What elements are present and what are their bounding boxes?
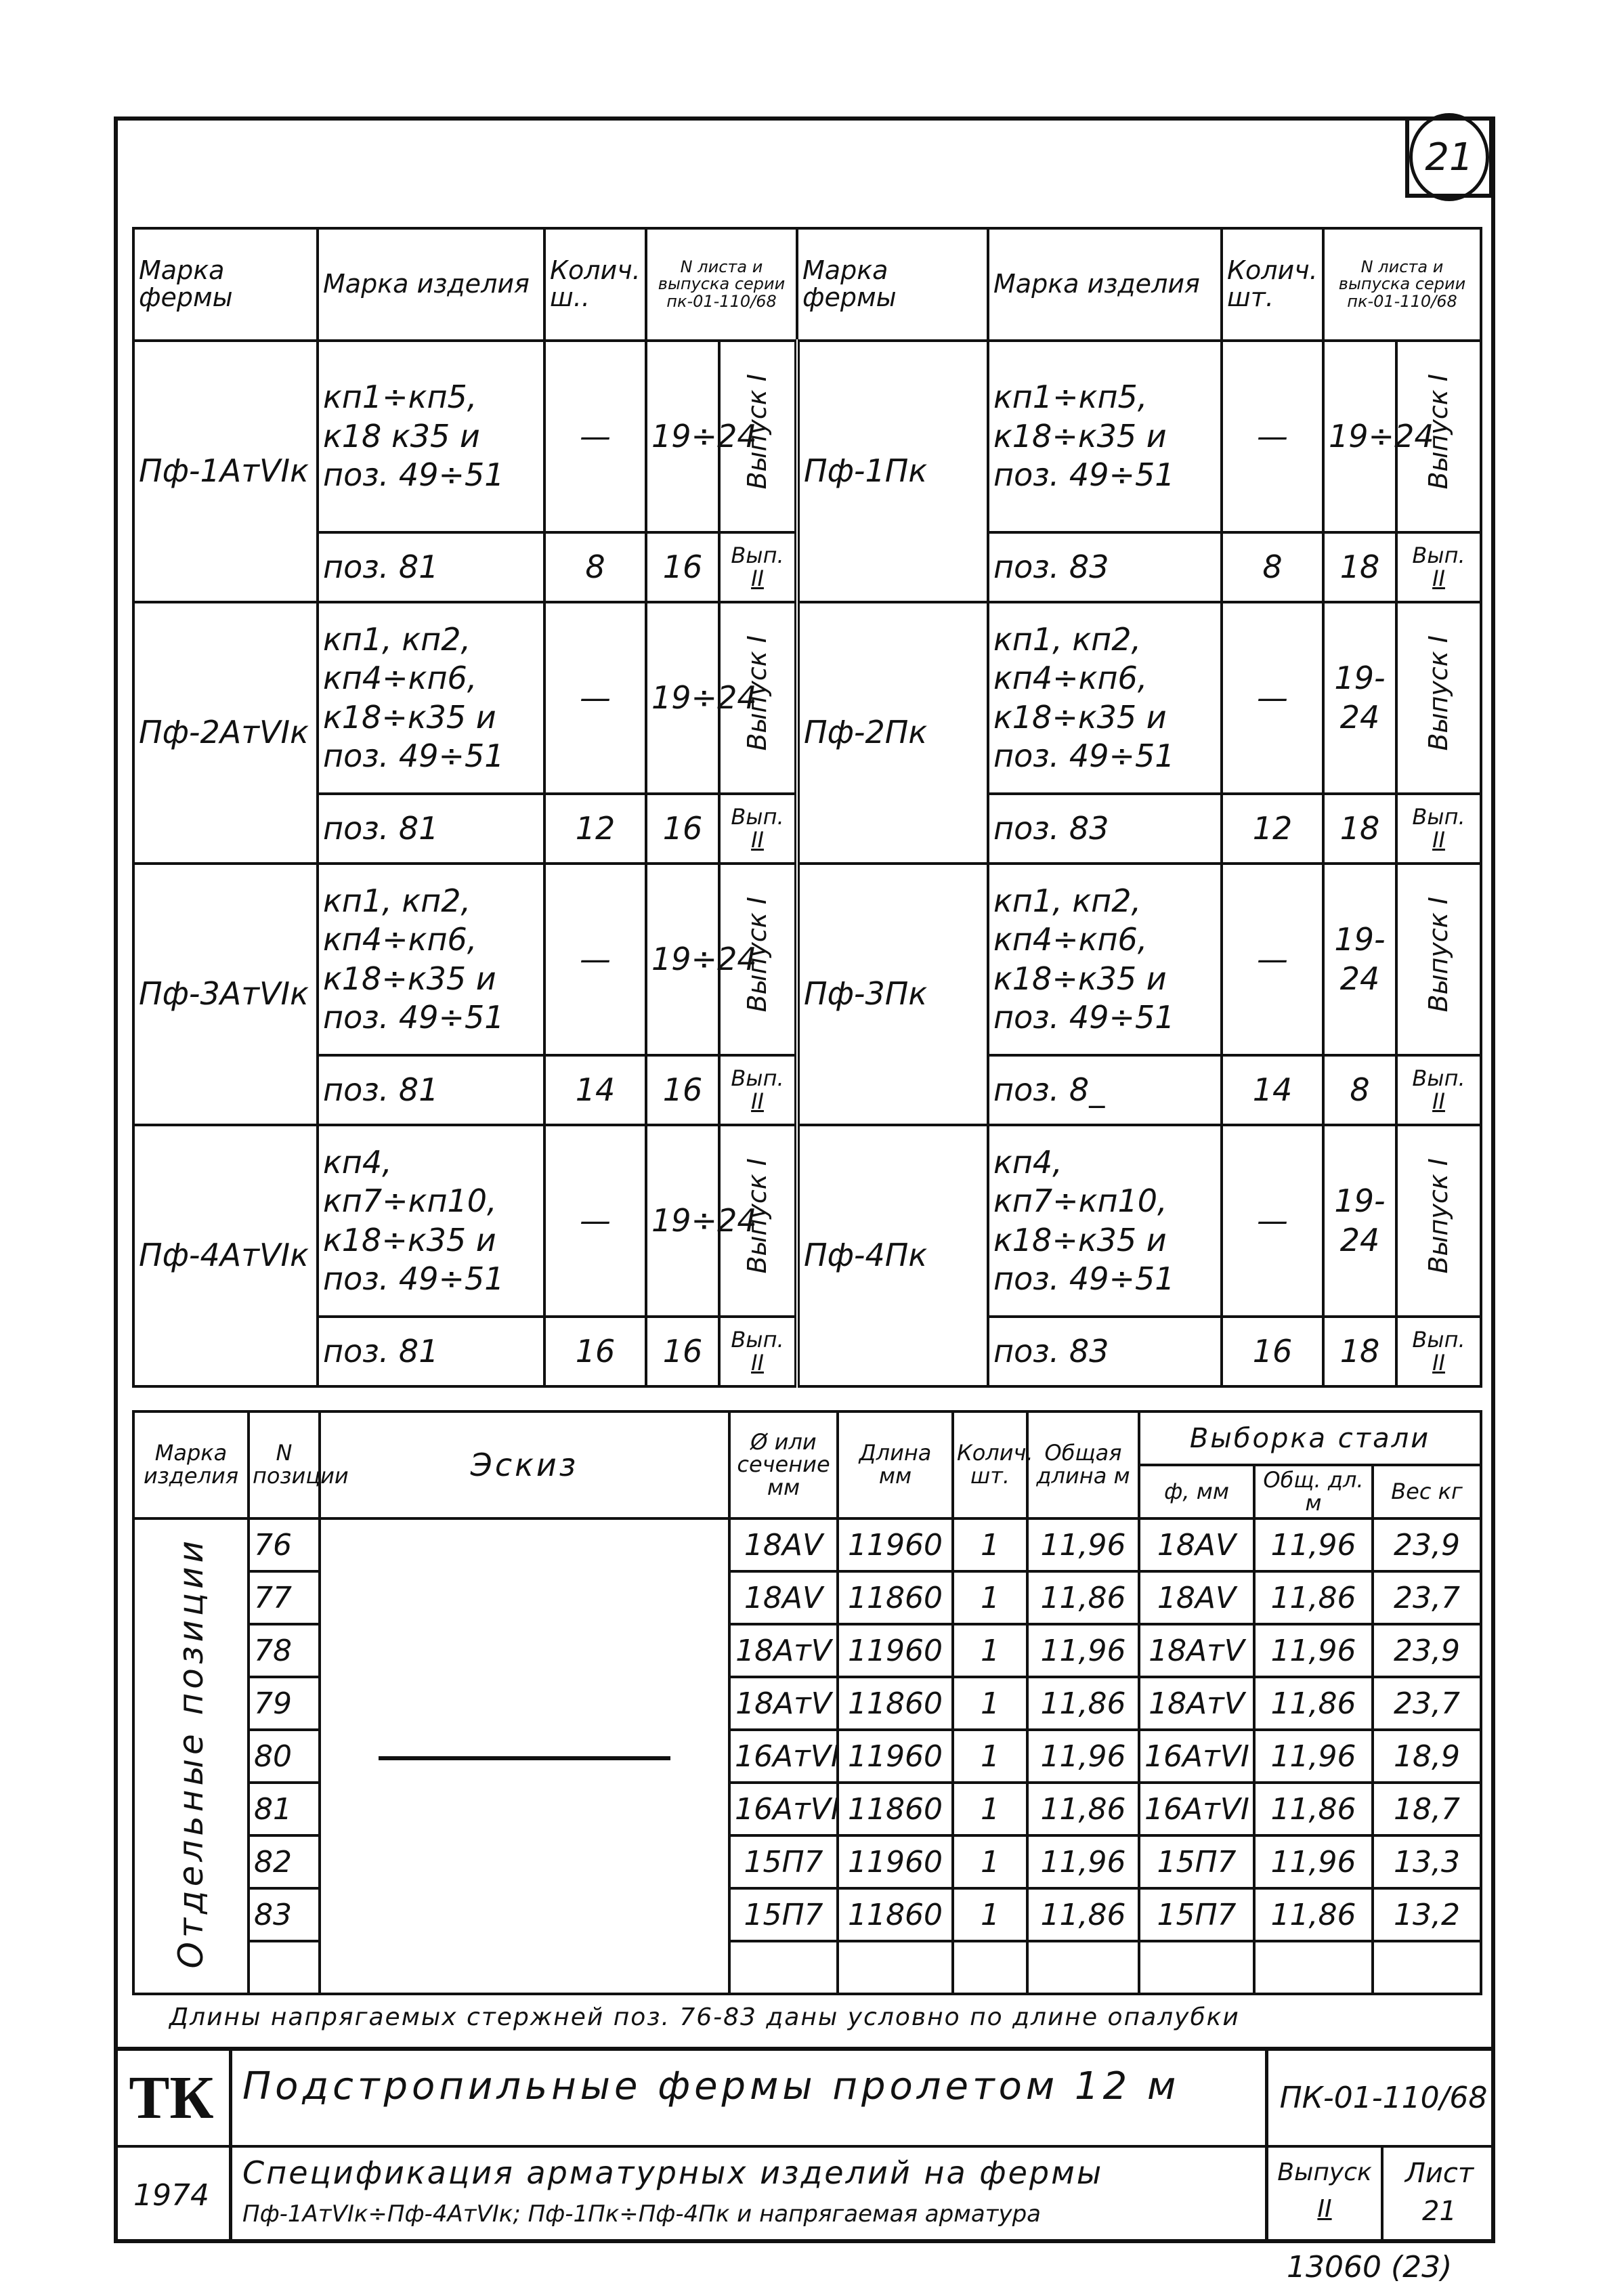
header-weight: Вес кг (1373, 1465, 1481, 1518)
side-label: Отдельные позиции (171, 1536, 211, 1969)
section: 18АV (729, 1571, 838, 1624)
quantity: — (544, 864, 646, 1055)
weight: 13,2 (1373, 1888, 1481, 1941)
issue-short: Вып. (731, 803, 784, 830)
position-ref: поз. 81 (318, 1055, 544, 1125)
issue-number: II (751, 1349, 764, 1376)
empty-cell (838, 1941, 953, 1994)
section: 18АV (729, 1518, 838, 1571)
diameter: 18АV (1139, 1518, 1254, 1571)
total-len-m: 11,86 (1254, 1783, 1373, 1835)
truss-mark: Пф-3Пк (797, 864, 988, 1125)
position-number: 82 (249, 1835, 320, 1888)
sheet-range: 19÷24 (646, 602, 719, 794)
quantity: 12 (544, 794, 646, 864)
item-list: кп1, кп2, кп4÷кп6, к18÷к35 и поз. 49÷51 (988, 864, 1222, 1055)
truss-mark: Пф-1Пк (797, 341, 988, 602)
issue-number: II (1432, 565, 1445, 591)
diameter: 16АтVI (1139, 1783, 1254, 1835)
issue-cell (1396, 1055, 1481, 1125)
empty-cell (1027, 1941, 1139, 1994)
weight: 23,7 (1373, 1677, 1481, 1730)
header-row (133, 228, 1481, 341)
total-len-m: 11,96 (1254, 1518, 1373, 1571)
truss-spec-table (132, 227, 1482, 1388)
header-item-mark: Марка изделия (318, 228, 544, 341)
total-length: 11,96 (1027, 1730, 1139, 1783)
issue-cell (719, 532, 797, 602)
quantity: 16 (1222, 1317, 1323, 1386)
header-truss-mark-right: Марка фермы (797, 228, 988, 341)
total-len-m: 11,86 (1254, 1888, 1373, 1941)
issue-number: II (751, 1088, 764, 1114)
item-list: кп1÷кп5, к18 к35 и поз. 49÷51 (318, 341, 544, 532)
header-item-mark-right: Марка изделия (988, 228, 1222, 341)
length: 11860 (838, 1677, 953, 1730)
total-len-m: 11,96 (1254, 1835, 1373, 1888)
weight: 23,7 (1373, 1571, 1481, 1624)
item-list: кп1, кп2, кп4÷кп6, к18÷к35 и поз. 49÷51 (318, 602, 544, 794)
archive-stamp: 13060 (23) (1287, 2250, 1453, 2284)
quantity: 16 (544, 1317, 646, 1386)
item-list: кп1, кп2, кп4÷кп6, к18÷к35 и поз. 49÷51 (318, 864, 544, 1055)
qty: 1 (953, 1888, 1027, 1941)
quantity: — (1222, 341, 1323, 532)
diameter: 16АтVI (1139, 1730, 1254, 1783)
diameter: 15П7 (1139, 1835, 1254, 1888)
header-quantity: Колич. ш.. (544, 228, 646, 341)
section: 16АтVI (729, 1730, 838, 1783)
qty: 1 (953, 1730, 1027, 1783)
issue-cell (1396, 1317, 1481, 1386)
issue-cell (1396, 602, 1481, 794)
year: 1974 (114, 2148, 232, 2243)
diameter: 18АтV (1139, 1677, 1254, 1730)
position-ref: поз. 83 (988, 1317, 1222, 1386)
sheet-label: Лист (1404, 2158, 1474, 2189)
header-sheet-issue: N листа и выпуска серии пк-01-110/68 (646, 228, 797, 341)
position-ref: поз. 8_ (988, 1055, 1222, 1125)
length: 11860 (838, 1888, 953, 1941)
empty-cell (729, 1941, 838, 1994)
header-item-mark: Марка изделия (133, 1411, 249, 1518)
diameter: 15П7 (1139, 1888, 1254, 1941)
sheet-value: 21 (1422, 2196, 1457, 2227)
issue-label: Выпуск I (1423, 1158, 1453, 1275)
position-ref: поз. 81 (318, 794, 544, 864)
issue-number: II (1432, 1088, 1445, 1114)
position-ref: поз. 81 (318, 1317, 544, 1386)
sheet-range: 19-24 (1323, 602, 1396, 794)
length: 11960 (838, 1624, 953, 1677)
qty: 1 (953, 1518, 1027, 1571)
total-len-m: 11,86 (1254, 1677, 1373, 1730)
diameter: 18АV (1139, 1571, 1254, 1624)
table-row (133, 1518, 1481, 1571)
table-row (133, 864, 1481, 1055)
issue-label: Выпуск I (1423, 897, 1453, 1013)
header-row (133, 1411, 1481, 1465)
header-qty: Колич. шт. (953, 1411, 1027, 1518)
quantity: 8 (1222, 532, 1323, 602)
issue-number: II (751, 826, 764, 853)
issue-cell (719, 1317, 797, 1386)
weight: 18,7 (1373, 1783, 1481, 1835)
item-list: кп4, кп7÷кп10, к18÷к35 и поз. 49÷51 (318, 1125, 544, 1317)
item-list: кп1÷кп5, к18÷к35 и поз. 49÷51 (988, 341, 1222, 532)
issue-short: Вып. (1412, 1326, 1465, 1353)
position-number: 78 (249, 1624, 320, 1677)
total-length: 11,96 (1027, 1518, 1139, 1571)
spec-title-line2: Пф-1АтVIк÷Пф-4АтVIк; Пф-1Пк÷Пф-4Пк и напрягаемая арматура (242, 2201, 1042, 2228)
length: 11960 (838, 1730, 953, 1783)
position-ref: поз. 83 (988, 532, 1222, 602)
sheet-number-cell: 18 (1323, 794, 1396, 864)
header-section: Ø или сечение мм (729, 1411, 838, 1518)
header-length: Длина мм (838, 1411, 953, 1518)
total-length: 11,96 (1027, 1624, 1139, 1677)
section: 18АтV (729, 1677, 838, 1730)
qty: 1 (953, 1624, 1027, 1677)
issue-cell (1396, 864, 1481, 1055)
sheet-box (1383, 2148, 1495, 2243)
header-position-no: N позиции (249, 1411, 320, 1518)
issue-label: Выпуск I (742, 374, 772, 490)
qty: 1 (953, 1677, 1027, 1730)
issue-cell (719, 1055, 797, 1125)
spec-title-line1: Спецификация арматурных изделий на фермы (242, 2154, 1104, 2191)
header-total-length: Общая длина м (1027, 1411, 1139, 1518)
sheet-range: 19÷24 (1323, 341, 1396, 532)
length: 11860 (838, 1571, 953, 1624)
quantity: — (544, 341, 646, 532)
sheet-range: 19÷24 (646, 864, 719, 1055)
issue-short: Вып. (1412, 1065, 1465, 1091)
sheet-number-cell: 18 (1323, 532, 1396, 602)
tk-logo: ТК (114, 2051, 232, 2145)
issue-number: II (751, 565, 764, 591)
header-quantity-right: Колич. шт. (1222, 228, 1323, 341)
bar-sketch-line (379, 1756, 670, 1760)
position-number: 79 (249, 1677, 320, 1730)
issue-short: Вып. (1412, 803, 1465, 830)
sheet-range: 19÷24 (646, 1125, 719, 1317)
item-list: кп1, кп2, кп4÷кп6, к18÷к35 и поз. 49÷51 (988, 602, 1222, 794)
section: 15П7 (729, 1835, 838, 1888)
total-length: 11,86 (1027, 1677, 1139, 1730)
sheet-number-cell: 18 (1323, 1317, 1396, 1386)
issue-cell (1396, 794, 1481, 864)
total-length: 11,86 (1027, 1888, 1139, 1941)
issue-label: Выпуск I (1423, 374, 1453, 490)
sheet-range: 19-24 (1323, 1125, 1396, 1317)
sheet-number-cell: 16 (646, 794, 719, 864)
sheet-number-box (1405, 116, 1493, 198)
sheet-number-cell: 16 (646, 532, 719, 602)
section: 16АтVI (729, 1783, 838, 1835)
position-number: 81 (249, 1783, 320, 1835)
issue-cell (719, 794, 797, 864)
header-sheet-issue-right: N листа и выпуска серии пк-01-110/68 (1323, 228, 1481, 341)
series-code: ПК-01-110/68 (1265, 2051, 1499, 2145)
quantity: 14 (1222, 1055, 1323, 1125)
quantity: — (544, 1125, 646, 1317)
qty: 1 (953, 1835, 1027, 1888)
length: 11860 (838, 1783, 953, 1835)
quantity: — (1222, 602, 1323, 794)
issue-short: Вып. (1412, 542, 1465, 568)
quantity: 12 (1222, 794, 1323, 864)
truss-mark: Пф-2АтVIк (133, 602, 318, 864)
empty-cell (249, 1941, 320, 1994)
header-diameter: ф, мм (1139, 1465, 1254, 1518)
section: 18АтV (729, 1624, 838, 1677)
empty-cell (953, 1941, 1027, 1994)
issue-short: Вып. (731, 1065, 784, 1091)
quantity: — (544, 602, 646, 794)
header-steel-selection: Выборка стали (1139, 1411, 1481, 1465)
issue-number: II (1432, 1349, 1445, 1376)
truss-mark: Пф-3АтVIк (133, 864, 318, 1125)
sheet-range: 19÷24 (646, 341, 719, 532)
issue-box (1265, 2148, 1383, 2243)
weight: 23,9 (1373, 1518, 1481, 1571)
total-length: 11,86 (1027, 1571, 1139, 1624)
issue-label: Выпуск I (1423, 635, 1453, 752)
issue-cell (1396, 532, 1481, 602)
position-number: 83 (249, 1888, 320, 1941)
title-row (114, 2047, 1495, 2145)
weight: 13,3 (1373, 1835, 1481, 1888)
position-ref: поз. 81 (318, 532, 544, 602)
issue-label: Выпуск (1277, 2159, 1372, 2186)
issue-short: Вып. (731, 1326, 784, 1353)
footnote: Длины напрягаемых стержней поз. 76-83 даны условно по длине опалубки (169, 2003, 1240, 2031)
header-total-len-m: Общ. дл. м (1254, 1465, 1373, 1518)
issue-label: Выпуск I (742, 1158, 772, 1275)
issue-value: II (1317, 2195, 1332, 2223)
table-row (133, 341, 1481, 532)
qty: 1 (953, 1783, 1027, 1835)
truss-mark: Пф-2Пк (797, 602, 988, 864)
truss-mark: Пф-4АтVIк (133, 1125, 318, 1386)
weight: 18,9 (1373, 1730, 1481, 1783)
position-number: 76 (249, 1518, 320, 1571)
sheet-range: 19-24 (1323, 864, 1396, 1055)
header-truss-mark: Марка фермы (133, 228, 318, 341)
quantity: — (1222, 864, 1323, 1055)
table-row (133, 1125, 1481, 1317)
total-length: 11,86 (1027, 1783, 1139, 1835)
total-length: 11,96 (1027, 1835, 1139, 1888)
spec-row (114, 2145, 1495, 2243)
length: 11960 (838, 1518, 953, 1571)
separate-positions-table (132, 1410, 1482, 1995)
section: 15П7 (729, 1888, 838, 1941)
quantity: 8 (544, 532, 646, 602)
side-label-cell (133, 1518, 249, 1994)
total-len-m: 11,86 (1254, 1571, 1373, 1624)
item-list: кп4, кп7÷кп10, к18÷к35 и поз. 49÷51 (988, 1125, 1222, 1317)
header-sketch: Эскиз (320, 1411, 729, 1518)
qty: 1 (953, 1571, 1027, 1624)
quantity: — (1222, 1125, 1323, 1317)
drawing-title: Подстропильные фермы пролетом 12 м (242, 2064, 1180, 2108)
empty-cell (1254, 1941, 1373, 1994)
weight: 23,9 (1373, 1624, 1481, 1677)
issue-label: Выпуск I (742, 897, 772, 1013)
sheet-number-cell: 16 (646, 1317, 719, 1386)
issue-label: Выпуск I (742, 635, 772, 752)
position-number: 80 (249, 1730, 320, 1783)
diameter: 18АтV (1139, 1624, 1254, 1677)
sheet-number: 21 (1409, 113, 1489, 201)
title-block (114, 2047, 1495, 2243)
sheet-number-cell: 16 (646, 1055, 719, 1125)
table-row (133, 602, 1481, 794)
truss-mark: Пф-1АтVIк (133, 341, 318, 602)
empty-cell (1373, 1941, 1481, 1994)
issue-short: Вып. (731, 542, 784, 568)
empty-cell (1139, 1941, 1254, 1994)
sketch-cell (320, 1518, 729, 1994)
issue-cell (1396, 1125, 1481, 1317)
truss-mark: Пф-4Пк (797, 1125, 988, 1386)
issue-number: II (1432, 826, 1445, 853)
position-ref: поз. 83 (988, 794, 1222, 864)
quantity: 14 (544, 1055, 646, 1125)
position-number: 77 (249, 1571, 320, 1624)
length: 11960 (838, 1835, 953, 1888)
sheet-number-cell: 8 (1323, 1055, 1396, 1125)
total-len-m: 11,96 (1254, 1730, 1373, 1783)
total-len-m: 11,96 (1254, 1624, 1373, 1677)
